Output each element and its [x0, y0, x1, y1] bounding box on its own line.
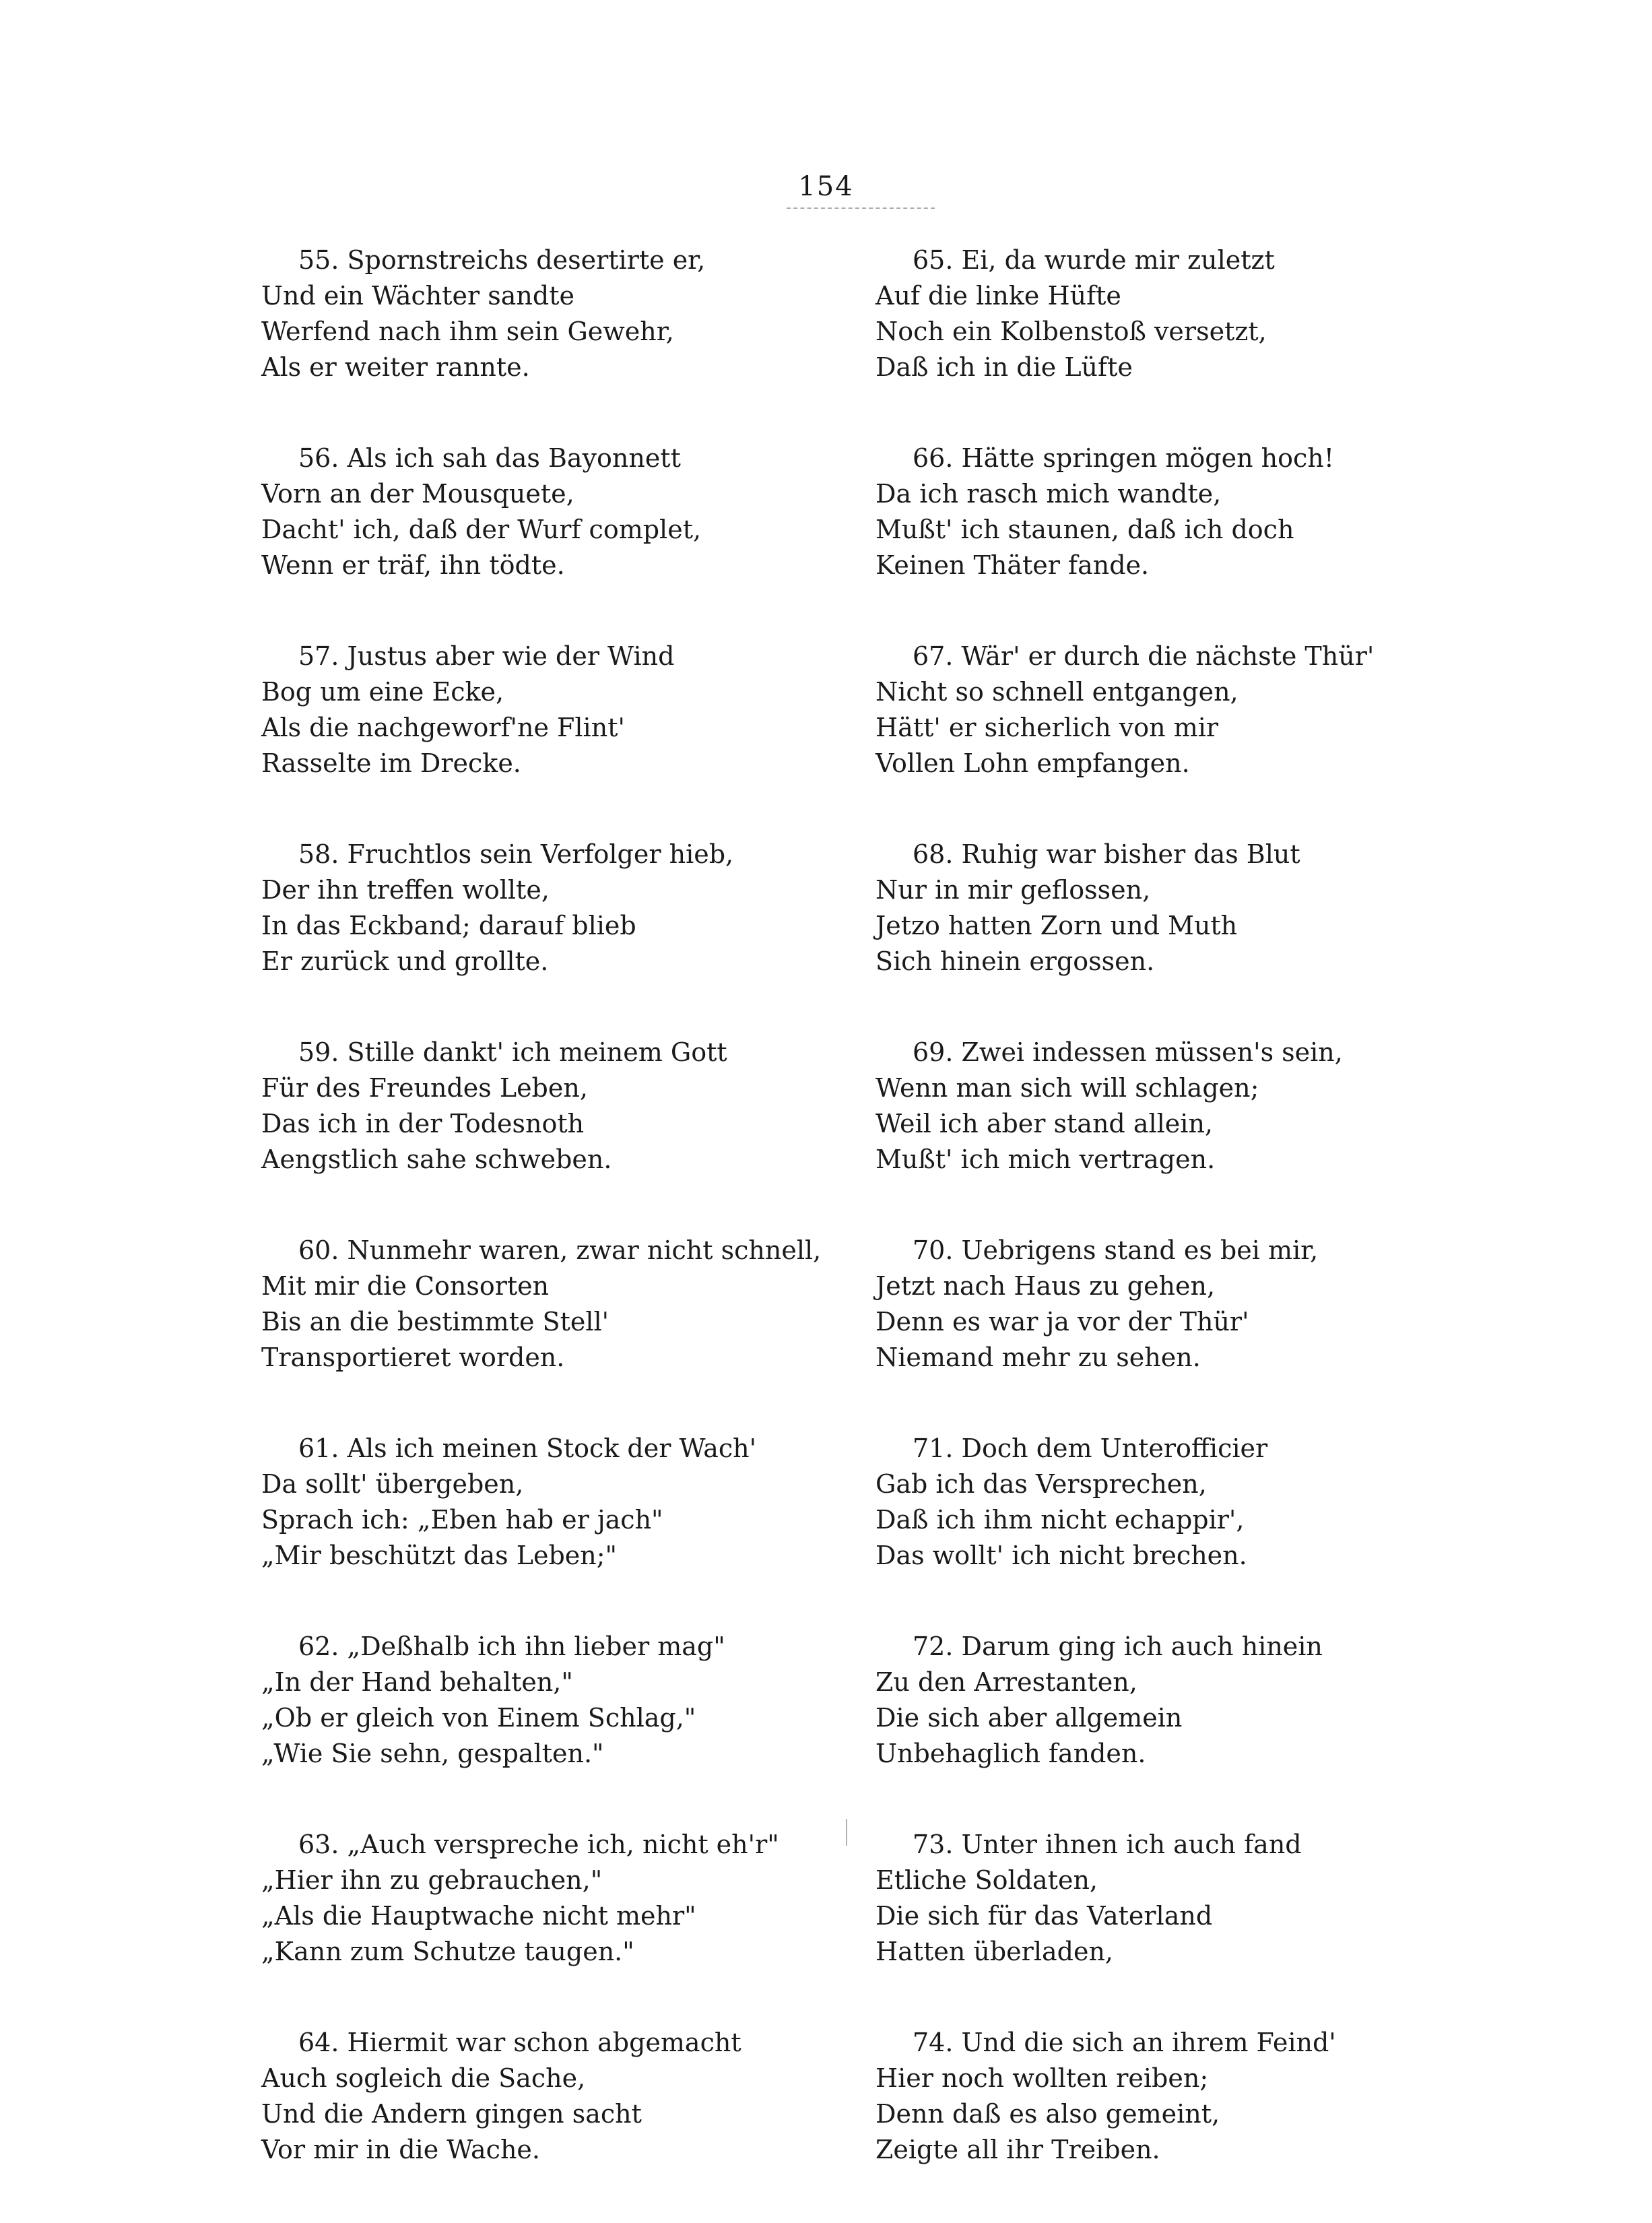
- verse-line: „In der Hand behalten,": [261, 1667, 573, 1697]
- margin-mark: [846, 1819, 847, 1846]
- verse-line: Weil ich aber stand allein,: [875, 1109, 1213, 1138]
- verse-line: 72. Darum ging ich auch hinein: [913, 1632, 1323, 1661]
- verse-line: Vorn an der Mousquete,: [261, 479, 574, 509]
- verse-line: Als die nachgeworf'ne Flint': [261, 713, 625, 742]
- verse-line: 66. Hätte springen mögen hoch!: [913, 443, 1335, 473]
- verse-line: Keinen Thäter fande.: [875, 550, 1150, 580]
- page-number: 154: [798, 171, 854, 202]
- stanza: [875, 837, 1468, 979]
- verse-line: „Mir beschützt das Leben;": [261, 1541, 618, 1570]
- stanza: [875, 243, 1468, 385]
- verse-line: 70. Uebrigens stand es bei mir,: [913, 1235, 1319, 1265]
- verse-line: Hätt' er sicherlich von mir: [875, 713, 1219, 742]
- verse-line: „Ob er gleich von Einem Schlag,": [261, 1703, 696, 1733]
- stanza: [261, 2025, 854, 2168]
- verse-line: Daß ich in die Lüfte: [875, 352, 1133, 382]
- verse-line: Bog um eine Ecke,: [261, 677, 504, 707]
- verse-line: Niemand mehr zu sehen.: [875, 1343, 1201, 1372]
- verse-line: In das Eckband; darauf blieb: [261, 911, 636, 940]
- verse-line: Jetzt nach Haus zu gehen,: [875, 1271, 1216, 1301]
- stanza: [261, 837, 854, 979]
- verse-line: Auf die linke Hüfte: [875, 281, 1121, 311]
- stanza: [261, 441, 854, 583]
- stanza: [875, 1827, 1468, 1970]
- verse-line: Daß ich ihm nicht echappir',: [875, 1505, 1245, 1535]
- verse-line: 57. Justus aber wie der Wind: [298, 641, 675, 671]
- verse-line: Hatten überladen,: [875, 1937, 1114, 1966]
- verse-line: Da ich rasch mich wandte,: [875, 479, 1222, 509]
- verse-line: 69. Zwei indessen müssen's sein,: [913, 1037, 1343, 1067]
- verse-line: Aengstlich sahe schweben.: [261, 1145, 612, 1174]
- verse-line: Hier noch wollten reiben;: [875, 2063, 1209, 2093]
- stanza: [875, 1431, 1468, 1574]
- verse-line: Sprach ich: „Eben hab er jach": [261, 1505, 663, 1535]
- verse-line: Jetzo hatten Zorn und Muth: [875, 911, 1238, 940]
- right-column: [875, 243, 1468, 2223]
- verse-line: 59. Stille dankt' ich meinem Gott: [298, 1037, 727, 1067]
- stanza: [875, 2025, 1468, 2168]
- verse-line: Denn daß es also gemeint,: [875, 2099, 1220, 2129]
- verse-line: 64. Hiermit war schon abgemacht: [298, 2028, 741, 2057]
- verse-line: Nicht so schnell entgangen,: [875, 677, 1238, 707]
- verse-line: Noch ein Kolbenstoß versetzt,: [875, 317, 1267, 346]
- verse-line: Mit mir die Consorten: [261, 1271, 550, 1301]
- stanza: [261, 639, 854, 781]
- verse-line: 63. „Auch verspreche ich, nicht eh'r": [298, 1830, 779, 1859]
- stanza: [875, 1035, 1468, 1178]
- stanza: [261, 1431, 854, 1574]
- stanza: [261, 1233, 854, 1376]
- verse-line: Das ich in der Todesnoth: [261, 1109, 585, 1138]
- verse-line: Vollen Lohn empfangen.: [875, 748, 1190, 778]
- verse-line: Wenn er träf, ihn tödte.: [261, 550, 565, 580]
- verse-line: 73. Unter ihnen ich auch fand: [913, 1830, 1302, 1859]
- verse-line: Da sollt' übergeben,: [261, 1469, 524, 1499]
- stanza: [875, 1629, 1468, 1772]
- verse-line: 61. Als ich meinen Stock der Wach': [298, 1433, 757, 1463]
- stanza: [875, 441, 1468, 583]
- verse-line: Sich hinein ergossen.: [875, 946, 1155, 976]
- verse-line: Bis an die bestimmte Stell': [261, 1307, 609, 1336]
- verse-line: „Hier ihn zu gebrauchen,": [261, 1865, 603, 1895]
- verse-line: Rasselte im Drecke.: [261, 748, 521, 778]
- verse-line: 67. Wär' er durch die nächste Thür': [913, 641, 1375, 671]
- verse-line: Mußt' ich staunen, daß ich doch: [875, 515, 1294, 544]
- header-rule: [787, 207, 935, 209]
- stanza: [261, 1629, 854, 1772]
- verse-line: Etliche Soldaten,: [875, 1865, 1098, 1895]
- verse-line: Wenn man sich will schlagen;: [875, 1073, 1259, 1103]
- verse-line: 71. Doch dem Unterofficier: [913, 1433, 1268, 1463]
- verse-line: Zu den Arrestanten,: [875, 1667, 1137, 1697]
- verse-line: Und die Andern gingen sacht: [261, 2099, 642, 2129]
- verse-line: „Kann zum Schutze taugen.": [261, 1937, 634, 1966]
- stanza: [261, 1035, 854, 1178]
- stanza: [875, 639, 1468, 781]
- verse-line: „Wie Sie sehn, gespalten.": [261, 1739, 604, 1768]
- verse-line: Als er weiter rannte.: [261, 352, 530, 382]
- verse-line: Gab ich das Versprechen,: [875, 1469, 1207, 1499]
- verse-line: 58. Fruchtlos sein Verfolger hieb,: [298, 839, 734, 869]
- stanza: [261, 243, 854, 385]
- verse-line: Dacht' ich, daß der Wurf complet,: [261, 515, 702, 544]
- verse-line: Auch sogleich die Sache,: [261, 2063, 586, 2093]
- verse-line: Die sich für das Vaterland: [875, 1901, 1213, 1931]
- verse-line: Transportieret worden.: [261, 1343, 565, 1372]
- verse-line: Denn es war ja vor der Thür': [875, 1307, 1249, 1336]
- verse-line: 60. Nunmehr waren, zwar nicht schnell,: [298, 1235, 822, 1265]
- verse-line: 74. Und die sich an ihrem Feind': [913, 2028, 1336, 2057]
- verse-line: Mußt' ich mich vertragen.: [875, 1145, 1216, 1174]
- verse-line: Er zurück und grollte.: [261, 946, 549, 976]
- verse-line: Und ein Wächter sandte: [261, 281, 574, 311]
- verse-line: 55. Spornstreichs desertirte er,: [298, 245, 706, 275]
- verse-line: 68. Ruhig war bisher das Blut: [913, 839, 1300, 869]
- verse-line: Unbehaglich fanden.: [875, 1739, 1146, 1768]
- verse-line: 56. Als ich sah das Bayonnett: [298, 443, 681, 473]
- verse-line: Der ihn treffen wollte,: [261, 875, 550, 905]
- verse-line: Für des Freundes Leben,: [261, 1073, 588, 1103]
- verse-line: 62. „Deßhalb ich ihn lieber mag": [298, 1632, 725, 1661]
- verse-line: Nur in mir geflossen,: [875, 875, 1151, 905]
- verse-line: 65. Ei, da wurde mir zuletzt: [913, 245, 1275, 275]
- verse-line: Werfend nach ihm sein Gewehr,: [261, 317, 674, 346]
- stanza: [875, 1233, 1468, 1376]
- stanza: [261, 1827, 854, 1970]
- left-column: [261, 243, 854, 2223]
- verse-line: Das wollt' ich nicht brechen.: [875, 1541, 1247, 1570]
- verse-line: Zeigte all ihr Treiben.: [875, 2135, 1160, 2164]
- verse-line: „Als die Hauptwache nicht mehr": [261, 1901, 696, 1931]
- verse-line: Die sich aber allgemein: [875, 1703, 1183, 1733]
- verse-line: Vor mir in die Wache.: [261, 2135, 540, 2164]
